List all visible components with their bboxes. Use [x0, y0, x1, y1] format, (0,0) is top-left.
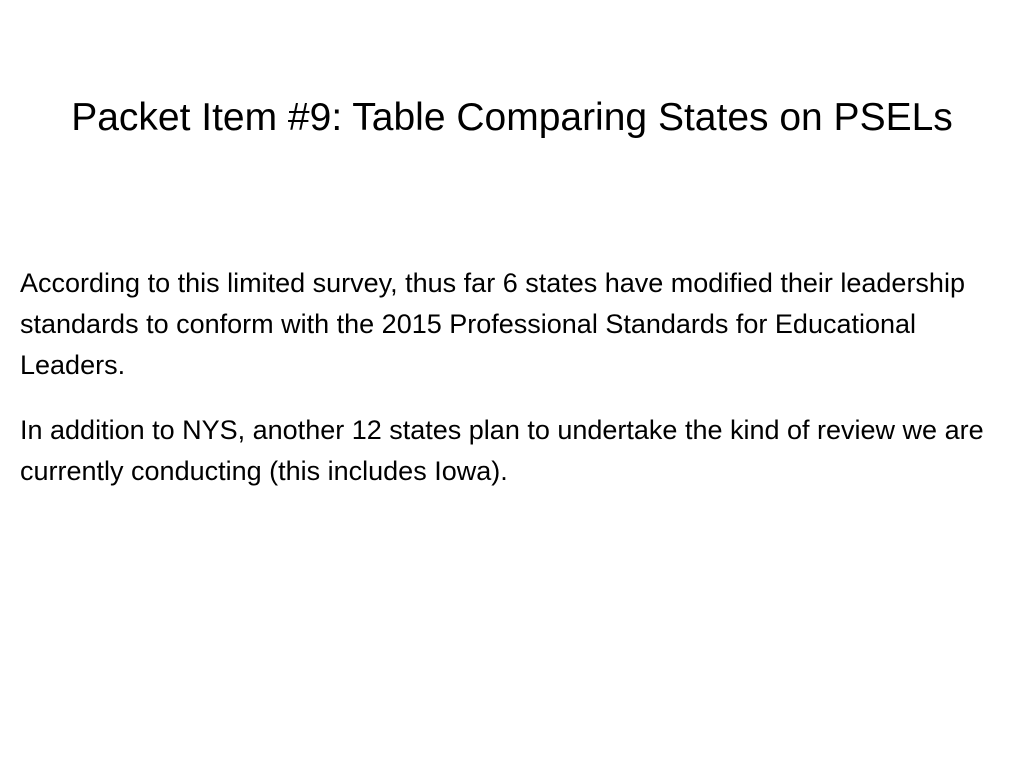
- paragraph-review-plans: In addition to NYS, another 12 states plan to undertake the kind of review we are currently conducting (this includes Iowa).: [20, 415, 984, 486]
- slide-title: Packet Item #9: Table Comparing States on PSELs: [71, 96, 953, 139]
- paragraph-survey-summary: According to this limited survey, thus far 6 states have modified their leadership standards to conform with the 2015 Professional Standards for Educational Leaders.: [20, 268, 965, 380]
- slide-body: [20, 263, 1010, 516]
